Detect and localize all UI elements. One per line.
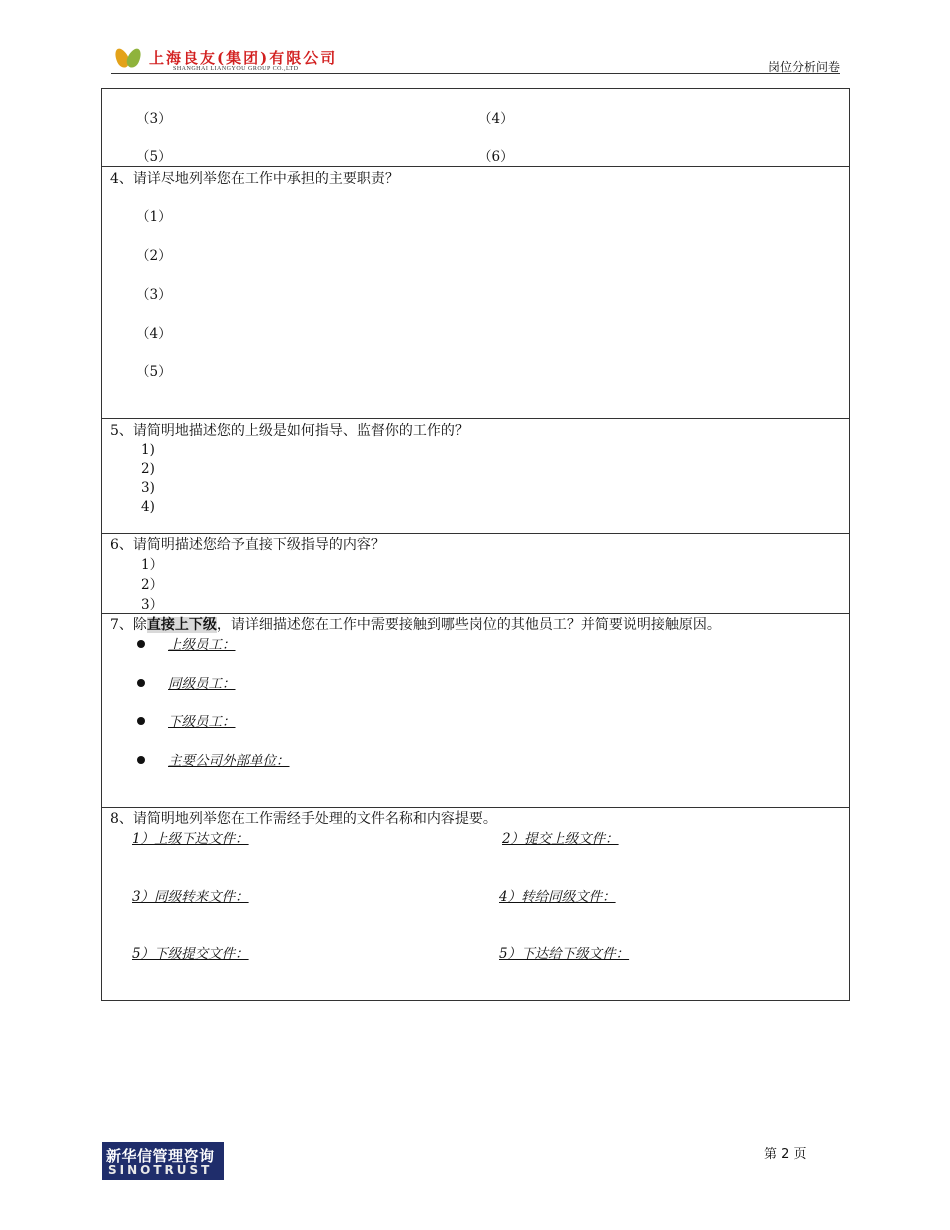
file-field-from-superior[interactable]: 1）上级下达文件： [132,831,249,847]
answer-slot[interactable]: 1) [141,442,155,458]
bullet-icon [137,717,145,725]
row-divider [101,166,850,167]
file-field-from-peer[interactable]: 3）同级转来文件： [132,889,249,905]
bullet-icon [137,679,145,687]
company-name-cn: 上海良友(集团)有限公司 [149,49,338,67]
contact-field-peer[interactable]: 同级员工： [168,676,236,692]
document-title: 岗位分析问卷 [767,60,840,74]
answer-slot[interactable]: （4） [478,111,514,127]
answer-slot[interactable]: 1） [141,557,164,573]
file-field-to-superior[interactable]: 2）提交上级文件： [502,831,619,847]
answer-slot[interactable]: （3） [136,287,172,303]
question-7-suffix: ，请详细描述您在工作中需要接触到哪些岗位的其他员工？并简要说明接触原因。 [216,617,721,633]
question-7-highlight: 直接上下级 [146,617,217,633]
answer-slot[interactable]: 3） [141,597,164,613]
answer-slot[interactable]: 4) [141,499,155,515]
question-7 [110,617,721,633]
row-divider [101,613,850,614]
answer-slot[interactable]: （2） [136,248,172,264]
sinotrust-logo [102,1142,224,1180]
file-field-to-subordinate[interactable]: 5）下达给下级文件： [499,946,630,962]
answer-slot[interactable]: （6） [478,149,514,165]
answer-slot[interactable]: （4） [136,326,172,342]
bullet-icon [137,756,145,764]
answer-slot[interactable]: （1） [136,209,172,225]
answer-slot[interactable]: 2) [141,461,155,477]
logo-leaf-right-icon [124,46,143,69]
answer-slot[interactable]: 2） [141,577,164,593]
question-4: 4、请详尽地列举您在工作中承担的主要职责？ [110,171,399,187]
company-name-en: SHANGHAI LIANGYOU GROUP CO.,LTD [173,66,299,72]
row-divider [101,418,850,419]
contact-field-external[interactable]: 主要公司外部单位： [168,753,290,769]
sinotrust-logo-en: SINOTRUST [108,1163,213,1177]
contact-field-subordinate[interactable]: 下级员工： [168,714,236,730]
header-divider [111,73,840,74]
answer-slot[interactable]: （3） [136,111,172,127]
file-field-from-subordinate[interactable]: 5）下级提交文件： [132,946,249,962]
answer-slot[interactable]: （5） [136,364,172,380]
answer-slot[interactable]: 3) [141,480,155,496]
file-field-to-peer[interactable]: 4）转给同级文件： [499,889,616,905]
sinotrust-logo-cn: 新华信管理咨询 [106,1147,215,1165]
bullet-icon [137,640,145,648]
answer-slot[interactable]: （5） [136,149,172,165]
page-number: 第 2 页 [764,1147,807,1162]
contact-field-superior[interactable]: 上级员工： [168,637,236,653]
row-divider [101,533,850,534]
question-5: 5、请简明地描述您的上级是如何指导、监督你的工作的？ [110,423,469,439]
row-divider [101,807,850,808]
question-7-prefix: 7、除 [110,617,147,633]
question-6: 6、请简明描述您给予直接下级指导的内容？ [110,537,385,553]
question-8: 8、请简明地列举您在工作需经手处理的文件名称和内容提要。 [110,811,497,827]
